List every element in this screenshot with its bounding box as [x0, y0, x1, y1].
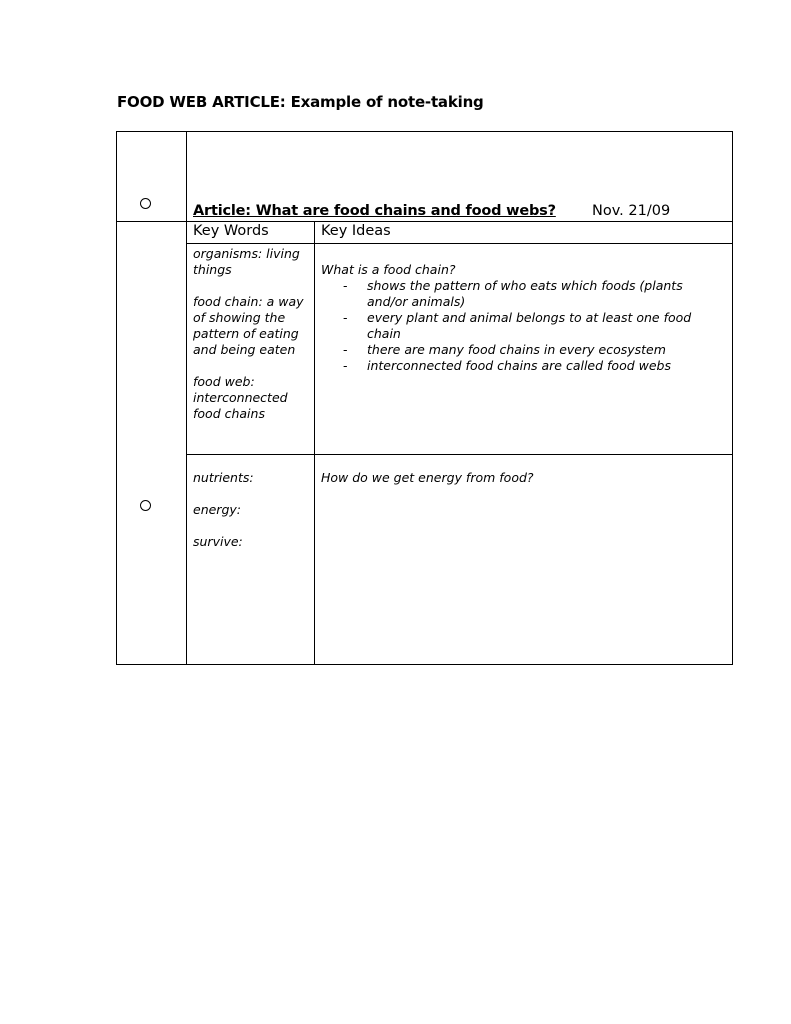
dash-marker: - [343, 342, 348, 357]
margin-divider [186, 131, 187, 665]
key-word-entry: food web: interconnected food chains [193, 374, 288, 421]
key-words-heading: Key Words [193, 223, 269, 239]
column-head-divider [186, 243, 733, 244]
key-idea-item [321, 278, 721, 310]
key-word-entry: energy: [193, 502, 241, 517]
binder-hole-icon [140, 198, 151, 209]
dash-marker: - [343, 278, 348, 293]
key-idea-question: How do we get energy from food? [321, 470, 534, 485]
key-idea-text: there are many food chains in every ecosystem [367, 342, 666, 357]
key-ideas-heading: Key Ideas [321, 223, 391, 239]
document-title: FOOD WEB ARTICLE: Example of note-taking [117, 93, 484, 111]
key-word-entry: survive: [193, 534, 243, 549]
key-word-entry: nutrients: [193, 470, 254, 485]
key-word-entry: organisms: living things [193, 246, 300, 277]
section-divider [186, 454, 733, 455]
article-title: Article: What are food chains and food webs? [193, 203, 556, 219]
key-idea-list [321, 278, 721, 374]
article-date: Nov. 21/09 [592, 203, 671, 219]
key-idea-item [321, 310, 721, 342]
key-idea-question: What is a food chain? [321, 262, 456, 277]
section2-key-words [193, 470, 311, 550]
binder-hole-icon [140, 500, 151, 511]
key-idea-text: shows the pattern of who eats which foods (plants and/or animals) [367, 278, 683, 309]
key-idea-text: every plant and animal belongs to at least one food chain [367, 310, 692, 341]
header-divider [116, 221, 733, 222]
key-word-entry: food chain: a way of showing the pattern of eating and being eaten [193, 294, 304, 357]
key-idea-item [321, 358, 721, 374]
key-idea-item [321, 342, 721, 358]
section1-key-words [193, 246, 311, 422]
section2-key-ideas [321, 470, 721, 486]
column-divider [314, 221, 315, 665]
dash-marker: - [343, 358, 348, 373]
key-idea-text: interconnected food chains are called food webs [367, 358, 671, 373]
section1-key-ideas [321, 262, 721, 374]
dash-marker: - [343, 310, 348, 325]
